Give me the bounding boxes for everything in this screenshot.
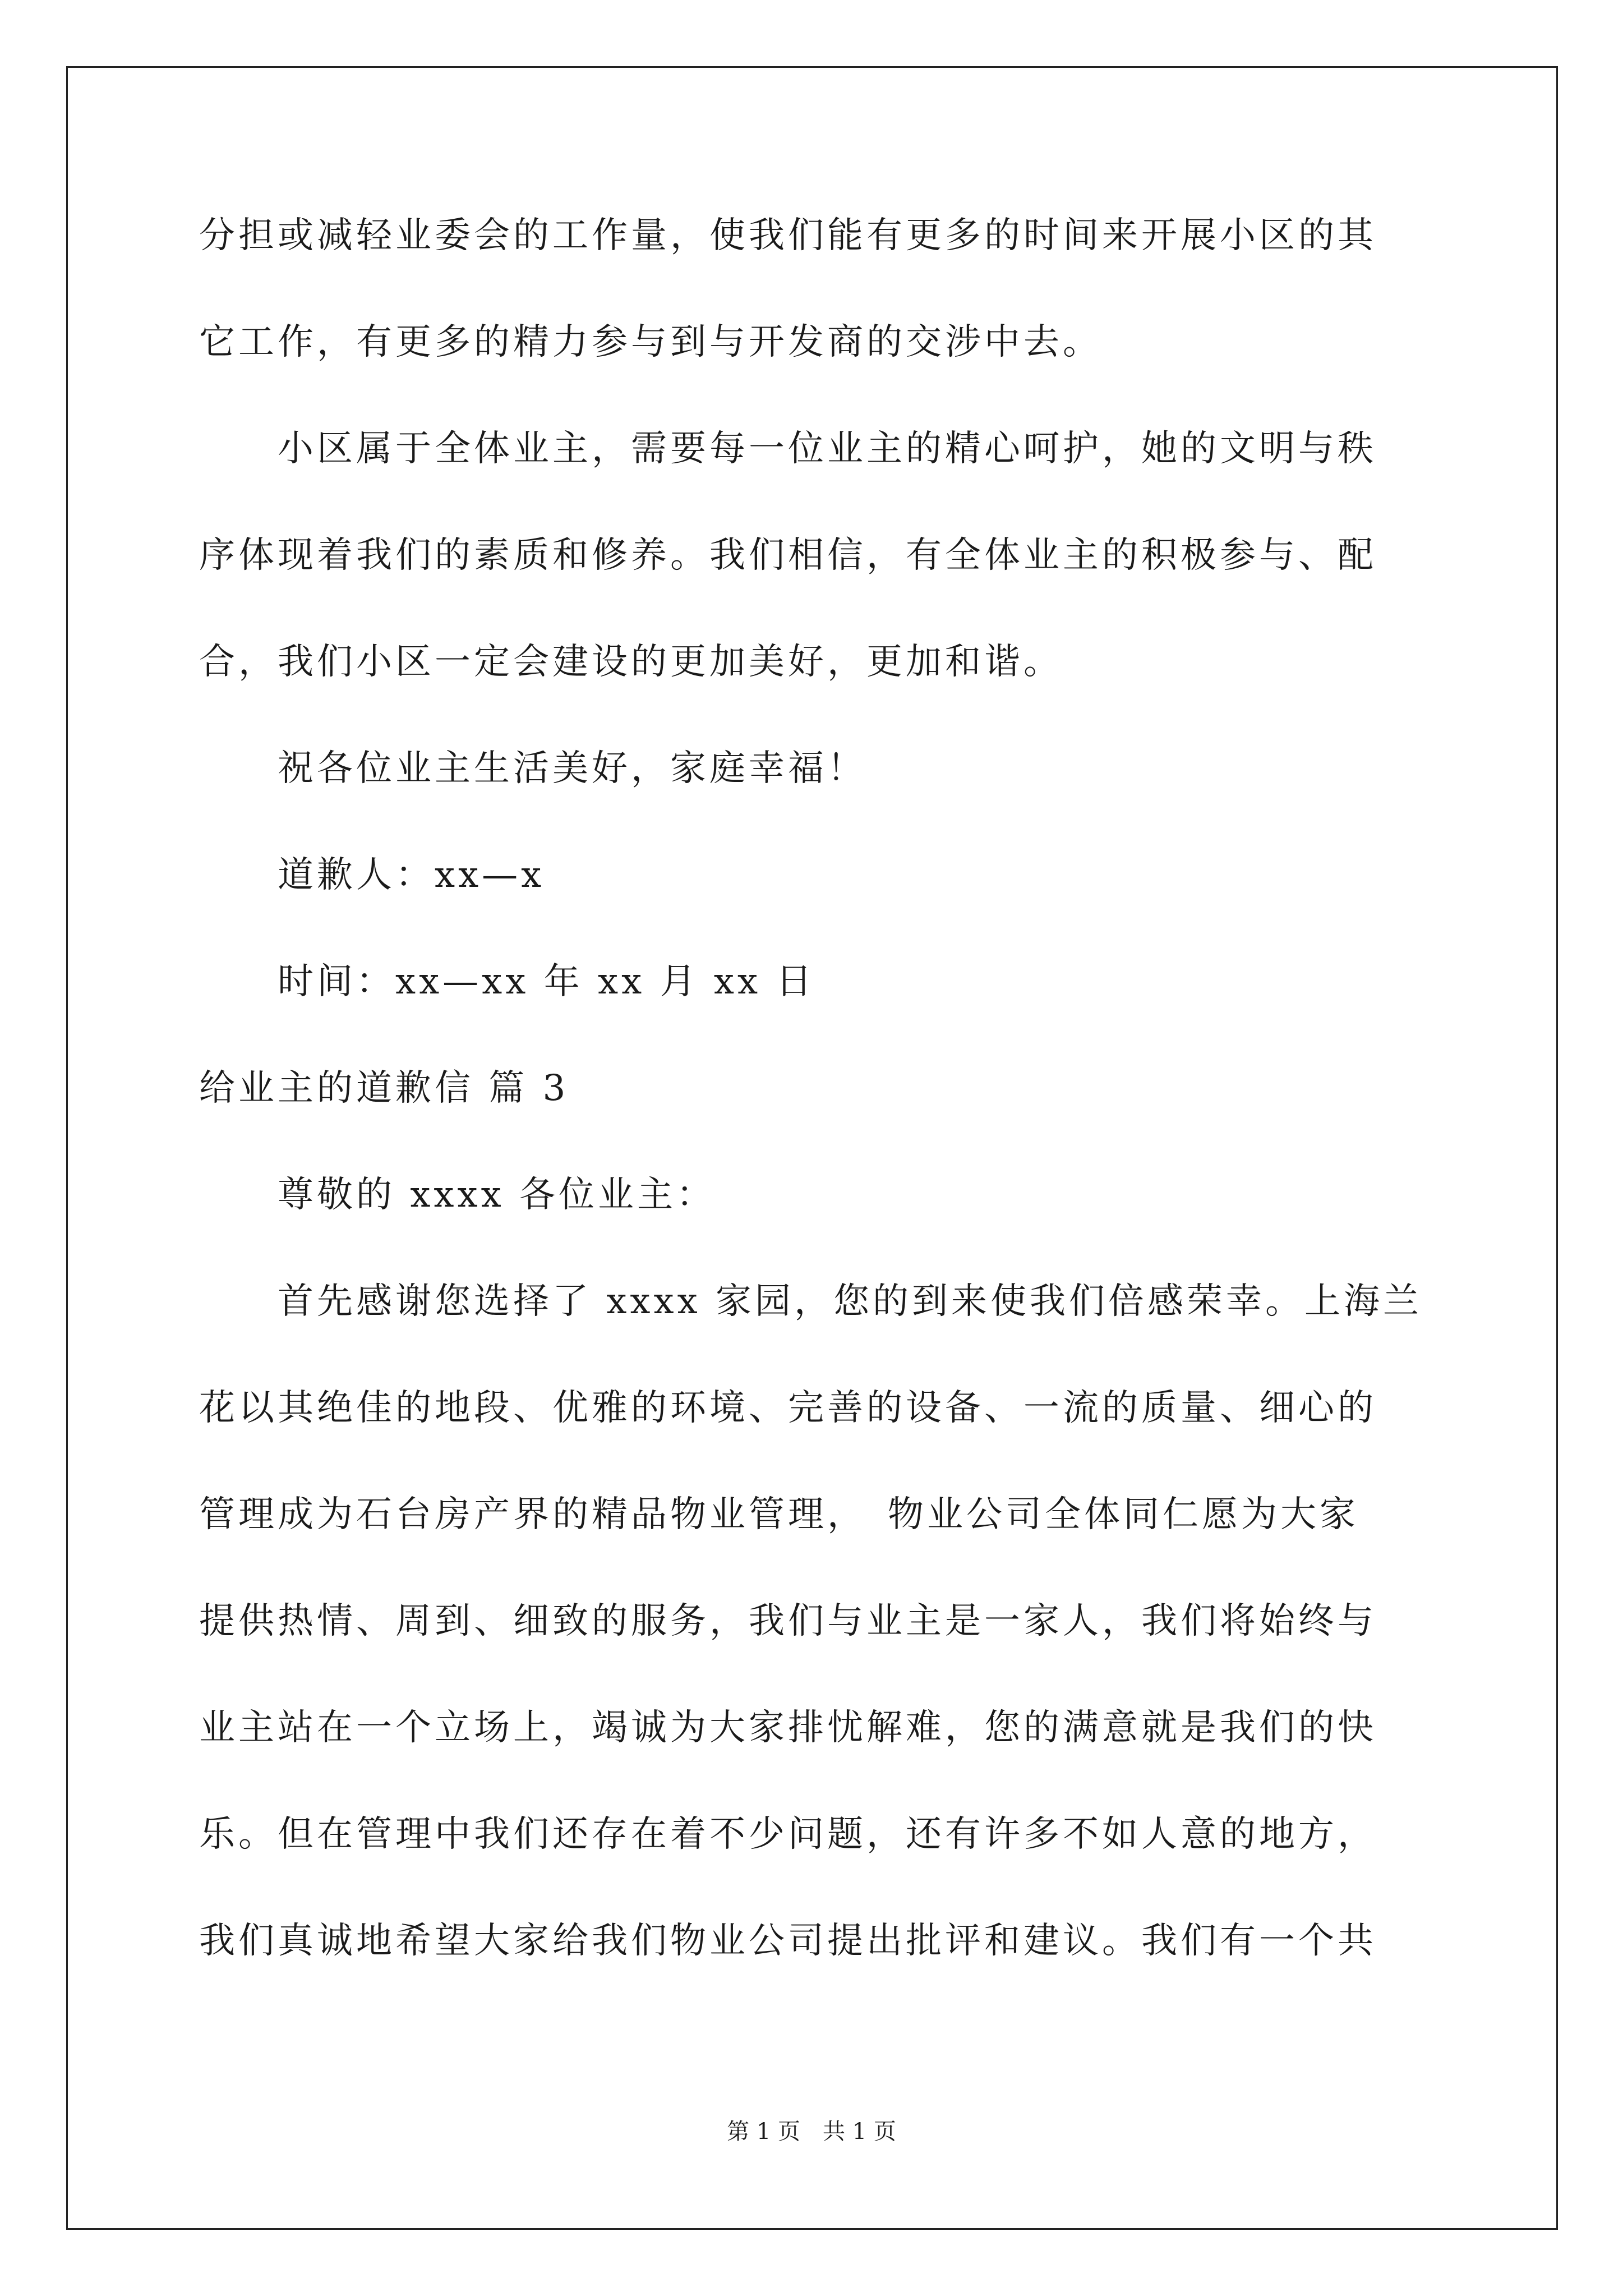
salutation-line: 尊敬的 xxxx 各位业主： xyxy=(199,1174,716,1216)
text-line: 花以其绝佳的地段、优雅的环境、完善的设备、一流的质量、细心的 xyxy=(199,1387,1377,1429)
text-line: 业主站在一个立场上，竭诚为大家排忧解难，您的满意就是我们的快 xyxy=(199,1707,1377,1749)
section-heading: 给业主的道歉信 篇 3 xyxy=(199,1068,569,1109)
text-line: 合，我们小区一定会建设的更加美好，更加和谐。 xyxy=(199,641,1063,683)
signature-line: 道歉人：xx—x xyxy=(199,854,545,896)
text-line: 序体现着我们的素质和修养。我们相信，有全体业主的积极参与、配 xyxy=(199,535,1377,576)
text-line: 分担或减轻业委会的工作量，使我们能有更多的时间来开展小区的其 xyxy=(199,215,1377,256)
text-line: 首先感谢您选择了 xxxx 家园，您的到来使我们倍感荣幸。上海兰 xyxy=(199,1281,1423,1322)
text-line: 管理成为石台房产界的精品物业管理， 物业公司全体同仁愿为大家 xyxy=(199,1494,1359,1535)
text-line: 小区属于全体业主，需要每一位业主的精心呵护，她的文明与秩 xyxy=(199,428,1377,470)
page-number-footer: 第 1 页 共 1 页 xyxy=(727,2119,896,2145)
text-line: 它工作，有更多的精力参与到与开发商的交涉中去。 xyxy=(199,321,1102,363)
text-line: 祝各位业主生活美好，家庭幸福！ xyxy=(199,748,866,789)
text-line: 提供热情、周到、细致的服务，我们与业主是一家人，我们将始终与 xyxy=(199,1600,1377,1642)
text-line: 我们真诚地希望大家给我们物业公司提出批评和建议。我们有一个共 xyxy=(199,1920,1377,1962)
text-line: 乐。但在管理中我们还存在着不少问题，还有许多不如人意的地方， xyxy=(199,1814,1377,1855)
page-border xyxy=(66,66,1558,2230)
date-line: 时间：xx—xx 年 xx 月 xx 日 xyxy=(199,961,815,1002)
